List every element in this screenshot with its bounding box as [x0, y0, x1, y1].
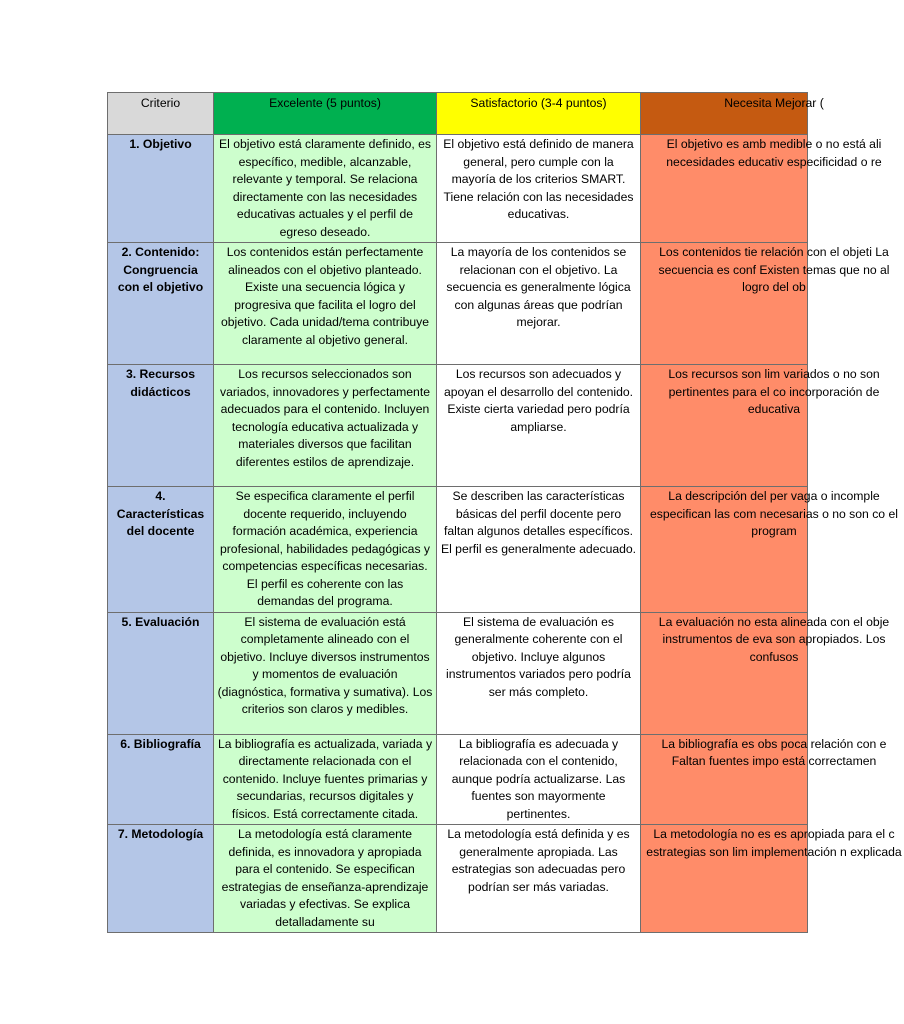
- necesita-mejorar-text: Los recursos son lim variados o no son pertinentes para el co incorporación de educativa: [668, 367, 880, 416]
- table-row: [108, 243, 808, 365]
- necesita-mejorar-text: Los contenidos tie relación con el objeti La secuencia es conf Existen temas que no al logro del ob: [658, 245, 890, 294]
- necesita-mejorar-cell: [641, 135, 882, 243]
- table-row: [108, 825, 808, 933]
- satisfactorio-cell: La bibliografía es adecuada y relacionada con el contenido, aunque podría actualizarse. Las fuentes son mayormente pertinentes.: [437, 734, 641, 825]
- necesita-mejorar-cell: [641, 243, 890, 365]
- satisfactorio-cell: Los recursos son adecuados y apoyan el desarrollo del contenido. Existe cierta variedad pero podría ampliarse.: [437, 365, 641, 487]
- header-necesita-mejorar-text: Necesita Mejorar (: [724, 96, 824, 110]
- necesita-mejorar-text: La evaluación no esta alineada con el obje instrumentos de eva son apropiados. Los confusos: [658, 614, 890, 664]
- rubric-table: [107, 92, 902, 933]
- necesita-mejorar-cell: [641, 612, 890, 734]
- necesita-mejorar-cell: [641, 365, 880, 487]
- necesita-mejorar-text: El objetivo es amb medible o no está ali necesidades educativ especificidad o re: [666, 137, 882, 169]
- necesita-mejorar-cell: [641, 487, 898, 613]
- table-row: [108, 365, 808, 487]
- table-row: [108, 734, 808, 825]
- criterio-cell: 1. Objetivo: [108, 135, 214, 243]
- criterio-cell: 3. Recursos didácticos: [108, 365, 214, 487]
- satisfactorio-cell: Se describen las características básicas del perfil docente pero faltan algunos detalles específicos. El perfil es generalmente adecuado.: [437, 487, 641, 613]
- necesita-mejorar-text: La descripción del per vaga o incomple especifican las com necesarias o no son co el program: [650, 489, 898, 538]
- excelente-cell: Los recursos seleccionados son variados, innovadores y perfectamente adecuados para el contenido. Incluyen tecnología educativa actualizada y materiales diversos que facilitan diferentes estilos de aprendizaje.: [214, 365, 437, 487]
- criterio-cell: 4. Características del docente: [108, 487, 214, 613]
- header-necesita-mejorar: [641, 93, 824, 135]
- excelente-cell: Se especifica claramente el perfil docente requerido, incluyendo formación académica, experiencia profesional, habilidades pedagógicas y competencias específicas necesarias. El perfil es coherente con las demandas del programa.: [214, 487, 437, 613]
- table-row: [108, 487, 808, 613]
- necesita-mejorar-cell: [641, 734, 887, 825]
- necesita-mejorar-text: La metodología no es es apropiada para el c estrategias son lim implementación n explicada: [646, 827, 902, 859]
- excelente-cell: El objetivo está claramente definido, es específico, medible, alcanzable, relevante y temporal. Se relaciona directamente con las necesidades educativas actuales y el perfil de egreso deseado.: [214, 135, 437, 243]
- criterio-cell: 7. Metodología: [108, 825, 214, 933]
- excelente-cell: Los contenidos están perfectamente alineados con el objetivo planteado. Existe una secuencia lógica y progresiva que facilita el logro del objetivo. Cada unidad/tema contribuye claramente al objetivo general.: [214, 243, 437, 365]
- header-row: [108, 93, 808, 135]
- necesita-mejorar-text: La bibliografía es obs poca relación con e Faltan fuentes impo está correctamen: [661, 736, 887, 768]
- satisfactorio-cell: La mayoría de los contenidos se relacionan con el objetivo. La secuencia es generalmente lógica con algunas áreas que podrían mejorar.: [437, 243, 641, 365]
- table-row: [108, 135, 808, 243]
- excelente-cell: El sistema de evaluación está completamente alineado con el objetivo. Incluye diversos instrumentos y momentos de evaluación (diagnóstica, formativa y sumativa). Los criterios son claros y medibles.: [214, 612, 437, 734]
- header-excelente: Excelente (5 puntos): [214, 93, 437, 135]
- satisfactorio-cell: La metodología está definida y es generalmente apropiada. Las estrategias son adecuadas pero podrían ser más variadas.: [437, 825, 641, 933]
- criterio-cell: 5. Evaluación: [108, 612, 214, 734]
- criterio-cell: 6. Bibliografía: [108, 734, 214, 825]
- satisfactorio-cell: El sistema de evaluación es generalmente coherente con el objetivo. Incluye algunos instrumentos variados pero podría ser más completo.: [437, 612, 641, 734]
- necesita-mejorar-cell: [641, 825, 902, 933]
- satisfactorio-cell: El objetivo está definido de manera general, pero cumple con la mayoría de los criterios SMART. Tiene relación con las necesidades educativas.: [437, 135, 641, 243]
- table-row: [108, 612, 808, 734]
- criterio-cell: 2. Contenido: Congruencia con el objetivo: [108, 243, 214, 365]
- excelente-cell: La metodología está claramente definida, es innovadora y apropiada para el contenido. Se especifican estrategias de enseñanza-aprendizaje variadas y efectivas. Se explica detalladamente su: [214, 825, 437, 933]
- excelente-cell: La bibliografía es actualizada, variada y directamente relacionada con el contenido. Incluye fuentes primarias y secundarias, recursos digitales y físicos. Está correctamente citada.: [214, 734, 437, 825]
- header-satisfactorio: Satisfactorio (3-4 puntos): [437, 93, 641, 135]
- header-criterio: Criterio: [108, 93, 214, 135]
